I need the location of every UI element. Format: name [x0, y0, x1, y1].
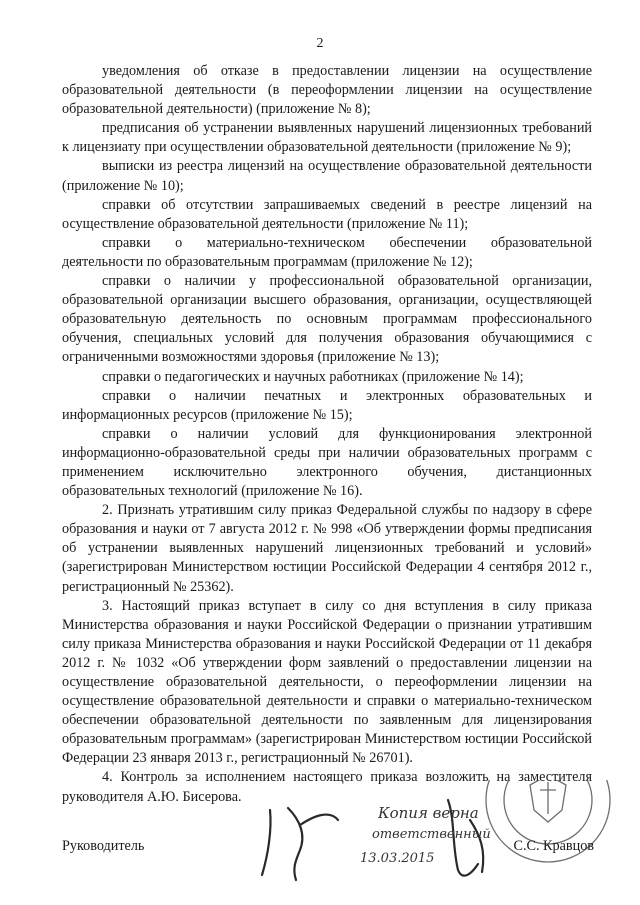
handwritten-note-2: ответственный — [372, 827, 491, 842]
signature-block — [0, 780, 640, 890]
paragraph: 3. Настоящий приказ вступает в силу со дня вступления в силу приказа Министерства образования и науки Российской Федерации о признании утратившим силу приказа Министерства образования и науки Российской Федерации от 11 декабря 2012 г. № 1032 «Об утверждении форм заявлений о предоставлении лицензии на осуществление образовательной деятельности, о переоформлении лицензии на осуществление образовательной деятельности и справки о материально-техническом обеспечении образовательной деятельности по заявленным для лицензирования образовательным программам» (зарегистрирован Министерством юстиции Российской Федерации 23 января 2013 г., регистрационный № 26701). — [62, 597, 592, 767]
signatory-name: С.С. Кравцов — [513, 838, 594, 854]
signature-graphics — [0, 780, 640, 890]
paragraph: выписки из реестра лицензий на осуществление образовательной деятельности (приложение № 10); — [62, 158, 592, 194]
paragraph: уведомления об отказе в предоставлении лицензии на осуществление образовательной деятельности (в переоформлении лицензии на осуществление образовательной деятельности) (приложение № 8); — [62, 63, 592, 118]
paragraph: предписания об устранении выявленных нарушений лицензионных требований к лицензиату при осуществлении образовательной деятельности (приложение № 9); — [62, 120, 592, 156]
paragraph: справки о наличии условий для функционирования электронной информационно-образовательной среды при наличии образовательных программ с применением исключительно электронного обучения, дистанционных образовательных технологий (приложение № 16). — [62, 425, 592, 500]
paragraph: справки о материально-техническом обеспечении образовательной деятельности по образовательным программам (приложение № 12); — [62, 234, 592, 270]
paragraph: 4. Контроль за исполнением настоящего приказа возложить на заместителя руководителя А.Ю. Бисерова. — [62, 769, 592, 805]
paragraph: справки о наличии печатных и электронных образовательных и информационных ресурсов (приложение № 15); — [62, 387, 592, 423]
handwritten-note: Копия верна — [378, 804, 479, 822]
page-number: 2 — [316, 36, 324, 51]
handwritten-date: 13.03.2015 — [360, 851, 435, 866]
paragraph: справки о педагогических и научных работниках (приложение № 14); — [102, 368, 524, 385]
paragraph: справки об отсутствии запрашиваемых сведений в реестре лицензий на осуществление образовательной деятельности (приложение № 11); — [62, 196, 592, 232]
paragraph: 2. Признать утратившим силу приказ Федеральной службы по надзору в сфере образования и науки от 7 августа 2012 г. № 998 «Об утверждении формы предписания об устранении выявленных нарушений лицензионных требований и условий» (зарегистрирован Министерством юстиции Российской Федерации 4 сентября 2012 г., регистрационный № 25362). — [62, 502, 592, 595]
paragraph: справки о наличии у профессиональной образовательной организации, образовательной организации высшего образования, организации, осуществляющей образовательную деятельность по основным программам профессионального обучения, специальных условий для получения образования обучающимися с ограниченными возможностями здоровья (приложение № 13); — [62, 273, 592, 366]
document-body — [62, 62, 592, 807]
signatory-position: Руководитель — [62, 838, 145, 854]
